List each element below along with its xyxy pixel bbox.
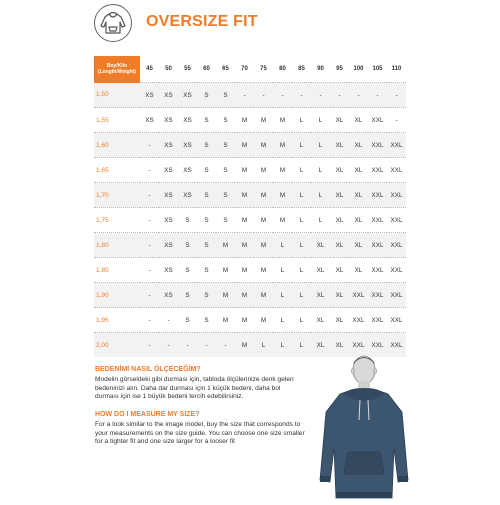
size-cell: XS <box>159 83 178 108</box>
size-cell: L <box>311 133 330 158</box>
size-cell: XL <box>349 108 368 133</box>
size-cell: S <box>197 258 216 283</box>
size-cell: - <box>140 258 159 283</box>
size-cell: M <box>235 208 254 233</box>
size-cell: XL <box>349 133 368 158</box>
size-cell: S <box>197 233 216 258</box>
size-cell: - <box>216 333 235 358</box>
size-cell: M <box>235 233 254 258</box>
size-cell: XL <box>311 308 330 333</box>
size-cell: - <box>273 83 292 108</box>
size-cell: S <box>197 183 216 208</box>
size-cell: XXL <box>349 308 368 333</box>
size-cell: L <box>311 158 330 183</box>
size-cell: S <box>197 133 216 158</box>
size-cell: - <box>197 333 216 358</box>
size-cell: - <box>140 183 159 208</box>
size-cell: - <box>368 83 387 108</box>
size-cell: XL <box>311 283 330 308</box>
size-cell: XS <box>159 233 178 258</box>
size-cell: M <box>235 183 254 208</box>
height-cell: 1,85 <box>94 258 140 283</box>
size-cell: XS <box>178 158 197 183</box>
height-cell: 1,55 <box>94 108 140 133</box>
height-cell: 1,95 <box>94 308 140 333</box>
size-cell: M <box>254 183 273 208</box>
size-cell: - <box>140 283 159 308</box>
weight-header: 50 <box>159 56 178 83</box>
height-cell: 1,80 <box>94 233 140 258</box>
size-cell: S <box>197 283 216 308</box>
size-cell: S <box>216 158 235 183</box>
size-cell: XL <box>311 233 330 258</box>
size-cell: XXL <box>387 333 406 358</box>
weight-header: 55 <box>178 56 197 83</box>
size-cell: - <box>254 83 273 108</box>
size-cell: M <box>235 133 254 158</box>
tr-heading: BEDENİMİ NASIL ÖLÇECEĞİM? <box>95 366 201 373</box>
size-cell: M <box>273 158 292 183</box>
size-cell: S <box>178 208 197 233</box>
table-row <box>94 283 406 308</box>
size-cell: XL <box>330 133 349 158</box>
size-cell: M <box>235 108 254 133</box>
size-cell: XS <box>159 158 178 183</box>
size-cell: XL <box>330 183 349 208</box>
weight-header: 90 <box>311 56 330 83</box>
weight-header: 105 <box>368 56 387 83</box>
size-cell: XXL <box>387 283 406 308</box>
size-cell: XL <box>330 283 349 308</box>
size-cell: - <box>140 333 159 358</box>
header <box>94 4 494 42</box>
size-cell: XS <box>178 108 197 133</box>
table-row <box>94 308 406 333</box>
size-cell: XXL <box>387 233 406 258</box>
size-cell: L <box>273 258 292 283</box>
size-cell: XXL <box>368 208 387 233</box>
size-cell: L <box>292 133 311 158</box>
size-cell: S <box>178 308 197 333</box>
size-cell: XXL <box>387 133 406 158</box>
size-cell: L <box>273 233 292 258</box>
size-cell: - <box>159 308 178 333</box>
size-cell: XS <box>159 183 178 208</box>
size-cell: M <box>235 158 254 183</box>
height-cell: 1,75 <box>94 208 140 233</box>
size-cell: XXL <box>349 283 368 308</box>
height-cell: 1,65 <box>94 158 140 183</box>
size-cell: M <box>254 158 273 183</box>
size-cell: XS <box>140 108 159 133</box>
size-cell: XL <box>311 258 330 283</box>
size-cell: L <box>292 308 311 333</box>
size-cell: - <box>159 333 178 358</box>
size-cell: XL <box>330 208 349 233</box>
size-cell: XXL <box>368 108 387 133</box>
corner-label-weight: (Length/Weight) <box>98 69 136 76</box>
table-row <box>94 158 406 183</box>
size-cell: XL <box>330 308 349 333</box>
corner-label-length: Boy/Kilo <box>106 63 128 70</box>
tr-text: Modelin görseldeki gibi durması için, tabloda ölçülerinize denk gelen bedeninizi alın. Daha dar durması için 1 küçük bedeni, daha bol durması için ise 1 büyük bedeni tercih edebilirsiniz. <box>95 376 294 401</box>
size-cell: M <box>273 133 292 158</box>
size-cell: XS <box>159 208 178 233</box>
size-cell: XXL <box>368 258 387 283</box>
size-cell: S <box>197 158 216 183</box>
table-row <box>94 83 406 108</box>
size-cell: S <box>216 133 235 158</box>
size-cell: S <box>197 83 216 108</box>
size-cell: - <box>311 83 330 108</box>
size-cell: - <box>140 233 159 258</box>
size-info <box>95 366 305 456</box>
size-cell: XL <box>349 158 368 183</box>
weight-header: 65 <box>216 56 235 83</box>
size-cell: M <box>235 308 254 333</box>
size-cell: XS <box>159 133 178 158</box>
size-cell: L <box>292 158 311 183</box>
size-cell: L <box>273 283 292 308</box>
hoodie-icon <box>94 4 132 42</box>
table-row <box>94 108 406 133</box>
size-cell: L <box>273 333 292 358</box>
size-cell: L <box>292 208 311 233</box>
size-cell: - <box>140 208 159 233</box>
size-cell: XXL <box>368 233 387 258</box>
size-cell: S <box>216 83 235 108</box>
size-cell: XL <box>349 258 368 283</box>
length-weight-header <box>94 56 140 83</box>
size-cell: - <box>387 108 406 133</box>
en-text: For a look similar to the image model, buy the size that corresponds to your measurements on the size guide. You can choose one size smaller for a tighter fit and one size larger for a looser fit <box>95 420 305 446</box>
size-cell: S <box>197 108 216 133</box>
size-cell: S <box>197 208 216 233</box>
size-cell: M <box>216 283 235 308</box>
size-cell: XXL <box>368 283 387 308</box>
weight-header: 45 <box>140 56 159 83</box>
table-row <box>94 208 406 233</box>
size-cell: M <box>254 258 273 283</box>
weight-header: 70 <box>235 56 254 83</box>
size-cell: M <box>273 208 292 233</box>
size-cell: L <box>311 108 330 133</box>
size-cell: M <box>254 133 273 158</box>
table-row <box>94 183 406 208</box>
size-cell: L <box>292 283 311 308</box>
size-cell: S <box>178 258 197 283</box>
size-cell: M <box>273 108 292 133</box>
page-title: OVERSIZE FIT <box>146 13 258 30</box>
size-cell: - <box>140 133 159 158</box>
size-cell: - <box>140 308 159 333</box>
weight-header: 100 <box>349 56 368 83</box>
size-cell: XXL <box>387 308 406 333</box>
size-chart-table <box>94 56 406 357</box>
size-cell: M <box>216 258 235 283</box>
size-cell: L <box>273 308 292 333</box>
height-cell: 1,60 <box>94 133 140 158</box>
size-cell: - <box>235 83 254 108</box>
size-cell: XS <box>140 83 159 108</box>
size-cell: XXL <box>349 333 368 358</box>
size-cell: XXL <box>368 308 387 333</box>
size-cell: - <box>387 83 406 108</box>
size-cell: XL <box>330 233 349 258</box>
size-cell: L <box>292 333 311 358</box>
size-cell: S <box>216 208 235 233</box>
weight-header: 85 <box>292 56 311 83</box>
table-row <box>94 233 406 258</box>
size-cell: M <box>254 208 273 233</box>
size-cell: XXL <box>368 133 387 158</box>
size-cell: XS <box>178 133 197 158</box>
size-cell: S <box>178 233 197 258</box>
weight-header: 110 <box>387 56 406 83</box>
size-cell: - <box>292 83 311 108</box>
hoodie-model-illustration <box>318 348 410 500</box>
height-cell: 1,90 <box>94 283 140 308</box>
weight-header: 95 <box>330 56 349 83</box>
size-cell: M <box>273 183 292 208</box>
size-cell: XXL <box>368 333 387 358</box>
size-cell: XL <box>330 158 349 183</box>
size-cell: XS <box>159 258 178 283</box>
size-cell: L <box>292 258 311 283</box>
size-cell: L <box>292 183 311 208</box>
size-cell: XS <box>159 283 178 308</box>
size-cell: - <box>140 158 159 183</box>
weight-header: 80 <box>273 56 292 83</box>
size-cell: XL <box>349 233 368 258</box>
size-cell: XL <box>311 333 330 358</box>
size-cell: XXL <box>387 208 406 233</box>
en-heading: HOW DO I MEASURE MY SIZE? <box>95 410 200 418</box>
size-cell: XL <box>349 208 368 233</box>
size-cell: XL <box>330 258 349 283</box>
size-cell: L <box>254 333 273 358</box>
size-cell: S <box>216 183 235 208</box>
size-cell: XS <box>159 108 178 133</box>
size-cell: S <box>197 308 216 333</box>
size-cell: M <box>254 233 273 258</box>
height-cell: 1,50 <box>94 83 140 108</box>
size-cell: L <box>292 233 311 258</box>
size-cell: L <box>292 108 311 133</box>
size-cell: XXL <box>387 183 406 208</box>
size-cell: M <box>216 233 235 258</box>
size-cell: XXL <box>368 183 387 208</box>
size-cell: L <box>311 183 330 208</box>
size-cell: M <box>235 283 254 308</box>
table-row <box>94 133 406 158</box>
size-cell: M <box>235 333 254 358</box>
size-cell: XL <box>330 108 349 133</box>
size-cell: XXL <box>387 258 406 283</box>
weight-header: 75 <box>254 56 273 83</box>
size-cell: S <box>178 283 197 308</box>
size-cell: XXL <box>368 158 387 183</box>
table-row <box>94 258 406 283</box>
size-cell: - <box>178 333 197 358</box>
size-cell: - <box>330 83 349 108</box>
size-cell: M <box>235 258 254 283</box>
size-cell: L <box>311 208 330 233</box>
size-cell: - <box>349 83 368 108</box>
height-cell: 2,00 <box>94 333 140 358</box>
size-cell: XS <box>178 83 197 108</box>
weight-header: 60 <box>197 56 216 83</box>
size-cell: XL <box>330 333 349 358</box>
size-cell: XXL <box>387 158 406 183</box>
size-cell: M <box>216 308 235 333</box>
height-cell: 1,70 <box>94 183 140 208</box>
size-cell: XL <box>349 183 368 208</box>
size-cell: M <box>254 283 273 308</box>
size-cell: M <box>254 108 273 133</box>
table-header-row <box>94 56 406 83</box>
size-cell: M <box>254 308 273 333</box>
size-cell: XS <box>178 183 197 208</box>
size-cell: S <box>216 108 235 133</box>
